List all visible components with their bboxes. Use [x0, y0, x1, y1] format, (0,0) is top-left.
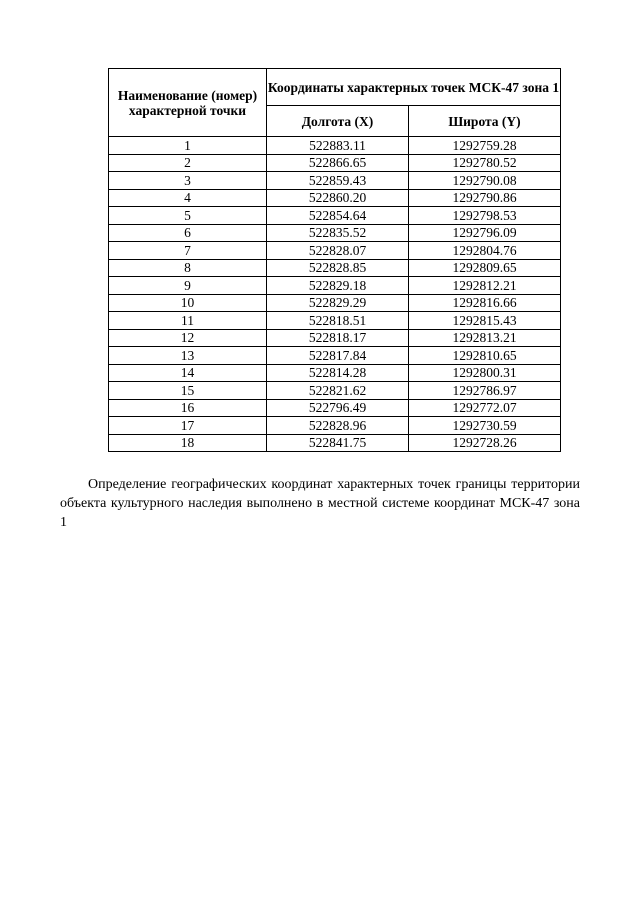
table-row: [109, 364, 561, 382]
cell-longitude-x: 522828.07: [267, 242, 409, 260]
table-row: [109, 312, 561, 330]
cell-longitude-x: 522796.49: [267, 399, 409, 417]
cell-point-number: 12: [109, 329, 267, 347]
cell-point-number: 9: [109, 277, 267, 295]
table-row: [109, 417, 561, 435]
cell-latitude-y: 1292804.76: [409, 242, 561, 260]
table-row: [109, 137, 561, 155]
cell-longitude-x: 522841.75: [267, 434, 409, 452]
cell-latitude-y: 1292728.26: [409, 434, 561, 452]
table-row: [109, 347, 561, 365]
cell-latitude-y: 1292759.28: [409, 137, 561, 155]
cell-latitude-y: 1292813.21: [409, 329, 561, 347]
cell-longitude-x: 522860.20: [267, 189, 409, 207]
cell-point-number: 1: [109, 137, 267, 155]
cell-latitude-y: 1292790.86: [409, 189, 561, 207]
cell-point-number: 18: [109, 434, 267, 452]
cell-longitude-x: 522829.18: [267, 277, 409, 295]
cell-longitude-x: 522817.84: [267, 347, 409, 365]
cell-latitude-y: 1292796.09: [409, 224, 561, 242]
table-row: [109, 277, 561, 295]
cell-point-number: 5: [109, 207, 267, 225]
cell-longitude-x: 522829.29: [267, 294, 409, 312]
cell-longitude-x: 522883.11: [267, 137, 409, 155]
cell-latitude-y: 1292772.07: [409, 399, 561, 417]
cell-latitude-y: 1292816.66: [409, 294, 561, 312]
cell-longitude-x: 522866.65: [267, 154, 409, 172]
cell-point-number: 10: [109, 294, 267, 312]
cell-point-number: 6: [109, 224, 267, 242]
cell-longitude-x: 522821.62: [267, 382, 409, 400]
cell-latitude-y: 1292810.65: [409, 347, 561, 365]
header-coordinates: Координаты характерных точек МСК-47 зона 1: [267, 69, 561, 106]
header-latitude-y: Широта (Y): [409, 106, 561, 137]
cell-longitude-x: 522814.28: [267, 364, 409, 382]
table-row: [109, 329, 561, 347]
header-point-name: Наименование (номер) характерной точки: [109, 69, 267, 137]
cell-latitude-y: 1292815.43: [409, 312, 561, 330]
table-row: [109, 382, 561, 400]
cell-point-number: 14: [109, 364, 267, 382]
cell-longitude-x: 522818.51: [267, 312, 409, 330]
cell-longitude-x: 522859.43: [267, 172, 409, 190]
cell-point-number: 2: [109, 154, 267, 172]
cell-longitude-x: 522828.85: [267, 259, 409, 277]
cell-point-number: 15: [109, 382, 267, 400]
table-row: [109, 259, 561, 277]
cell-point-number: 11: [109, 312, 267, 330]
cell-point-number: 13: [109, 347, 267, 365]
table-row: [109, 207, 561, 225]
cell-latitude-y: 1292730.59: [409, 417, 561, 435]
header-longitude-x: Долгота (X): [267, 106, 409, 137]
cell-point-number: 8: [109, 259, 267, 277]
cell-longitude-x: 522835.52: [267, 224, 409, 242]
table-row: [109, 172, 561, 190]
cell-latitude-y: 1292800.31: [409, 364, 561, 382]
table-row: [109, 294, 561, 312]
table-row: [109, 399, 561, 417]
table-body: [109, 137, 561, 452]
cell-longitude-x: 522854.64: [267, 207, 409, 225]
table-row: [109, 189, 561, 207]
cell-point-number: 17: [109, 417, 267, 435]
table-row: [109, 154, 561, 172]
cell-point-number: 4: [109, 189, 267, 207]
cell-latitude-y: 1292812.21: [409, 277, 561, 295]
cell-latitude-y: 1292798.53: [409, 207, 561, 225]
cell-latitude-y: 1292809.65: [409, 259, 561, 277]
cell-longitude-x: 522818.17: [267, 329, 409, 347]
cell-latitude-y: 1292786.97: [409, 382, 561, 400]
cell-longitude-x: 522828.96: [267, 417, 409, 435]
cell-latitude-y: 1292780.52: [409, 154, 561, 172]
table-row: [109, 224, 561, 242]
cell-latitude-y: 1292790.08: [409, 172, 561, 190]
table-row: [109, 242, 561, 260]
coordinates-table: [108, 68, 561, 452]
cell-point-number: 3: [109, 172, 267, 190]
body-paragraph: Определение географических координат характерных точек границы территории объекта культурного наследия выполнено в местной системе координат МСК-47 зона 1: [60, 477, 580, 530]
cell-point-number: 16: [109, 399, 267, 417]
cell-point-number: 7: [109, 242, 267, 260]
table-row: [109, 434, 561, 452]
